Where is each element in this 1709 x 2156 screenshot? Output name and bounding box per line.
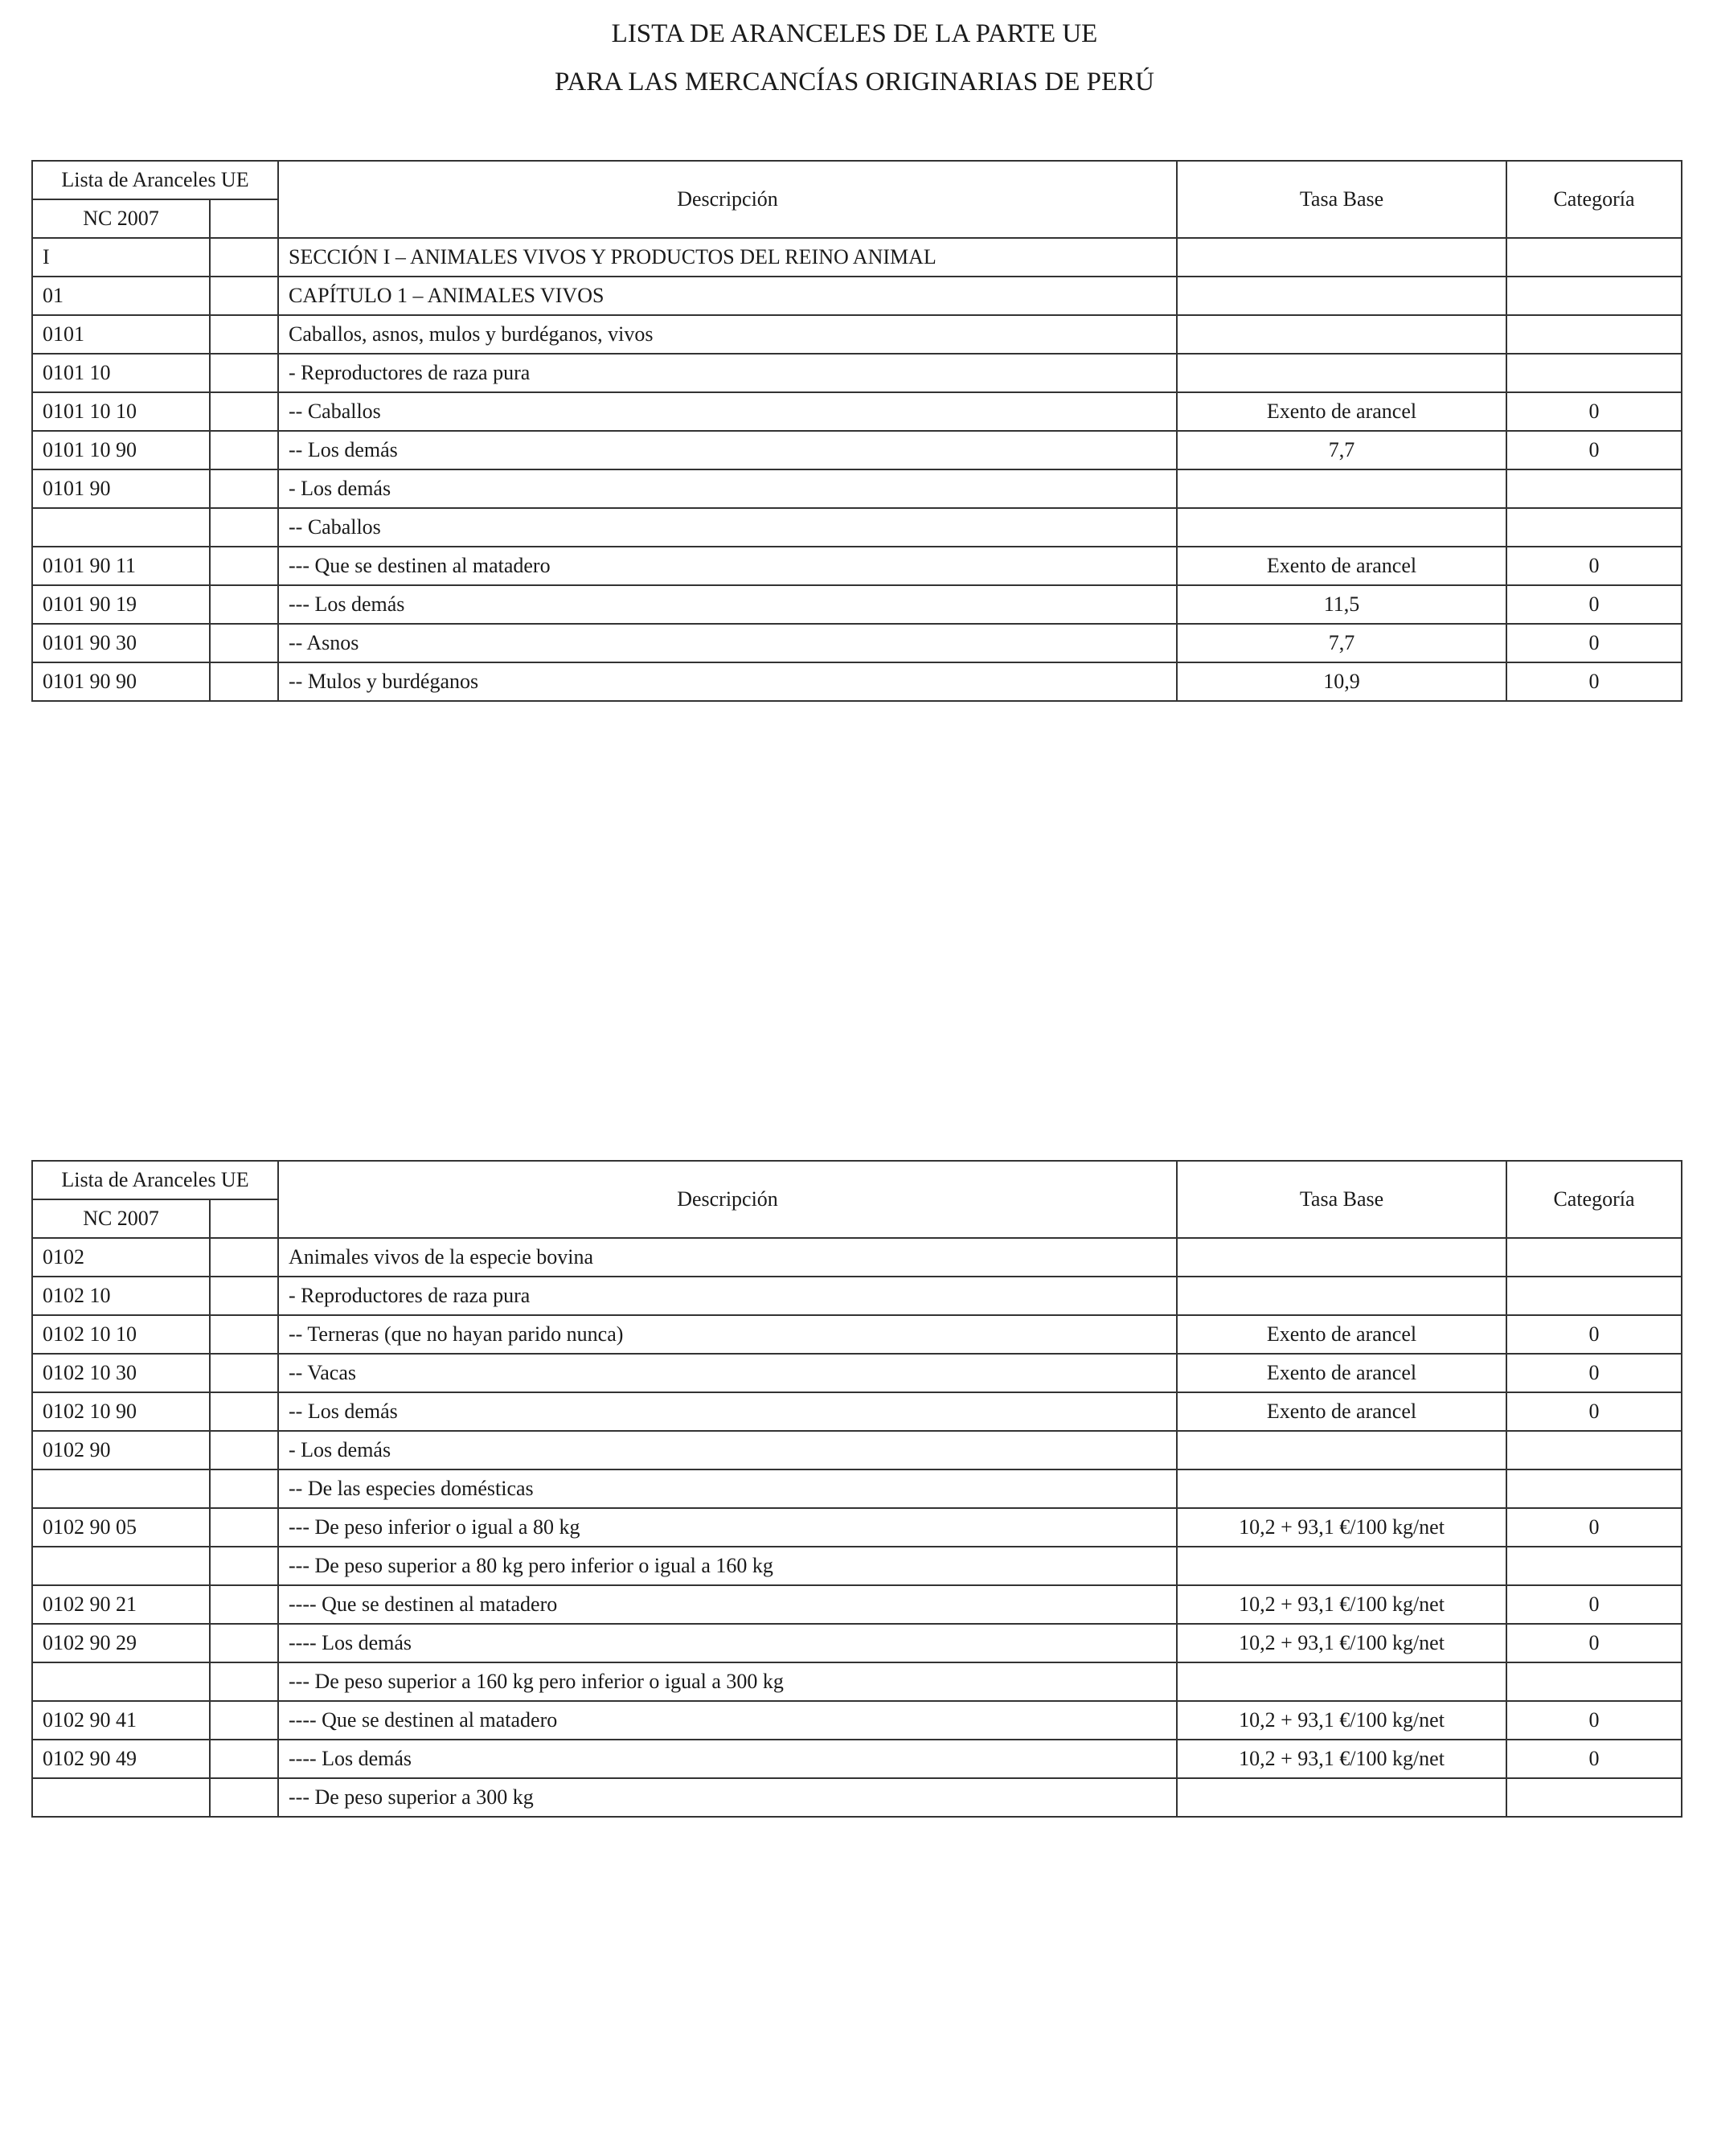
- description-cell: Caballos, asnos, mulos y burdéganos, vivos: [278, 315, 1177, 354]
- table-header-row: [32, 1161, 1682, 1199]
- spacer-cell: [210, 1701, 278, 1740]
- code-cell: 0102 90 21: [32, 1585, 210, 1624]
- header-tasa-base: Tasa Base: [1177, 161, 1506, 238]
- table-row: [32, 1469, 1682, 1508]
- description-cell: -- Terneras (que no hayan parido nunca): [278, 1315, 1177, 1354]
- table-row: [32, 624, 1682, 662]
- categoria-cell: 0: [1506, 1585, 1682, 1624]
- categoria-cell: [1506, 1469, 1682, 1508]
- categoria-cell: [1506, 1431, 1682, 1469]
- description-cell: --- De peso inferior o igual a 80 kg: [278, 1508, 1177, 1547]
- tasa-base-cell: 10,9: [1177, 662, 1506, 701]
- code-cell: 0102 90 41: [32, 1701, 210, 1740]
- table-header-row: [32, 161, 1682, 199]
- tasa-base-cell: [1177, 1778, 1506, 1817]
- spacer-cell: [210, 1778, 278, 1817]
- tariff-table-2: [31, 1160, 1682, 1818]
- tasa-base-cell: Exento de arancel: [1177, 547, 1506, 585]
- table-row: [32, 238, 1682, 277]
- code-cell: 0102 10 10: [32, 1315, 210, 1354]
- tasa-base-cell: [1177, 1238, 1506, 1277]
- tasa-base-cell: 7,7: [1177, 624, 1506, 662]
- categoria-cell: [1506, 1547, 1682, 1585]
- code-cell: [32, 1662, 210, 1701]
- categoria-cell: 0: [1506, 431, 1682, 469]
- description-cell: --- De peso superior a 80 kg pero inferior o igual a 160 kg: [278, 1547, 1177, 1585]
- description-cell: -- Caballos: [278, 508, 1177, 547]
- table-row: [32, 508, 1682, 547]
- code-cell: 0101 90: [32, 469, 210, 508]
- tasa-base-cell: [1177, 1547, 1506, 1585]
- spacer-cell: [210, 1277, 278, 1315]
- tasa-base-cell: Exento de arancel: [1177, 1315, 1506, 1354]
- description-cell: -- Asnos: [278, 624, 1177, 662]
- table-row: [32, 1392, 1682, 1431]
- description-cell: -- Los demás: [278, 1392, 1177, 1431]
- tariff-table-1: [31, 160, 1682, 702]
- header-nc-2007: NC 2007: [32, 1199, 210, 1238]
- tasa-base-cell: 10,2 + 93,1 €/100 kg/net: [1177, 1740, 1506, 1778]
- spacer-cell: [210, 354, 278, 392]
- spacer-cell: [210, 1469, 278, 1508]
- categoria-cell: 0: [1506, 547, 1682, 585]
- description-cell: - Reproductores de raza pura: [278, 1277, 1177, 1315]
- spacer-cell: [210, 662, 278, 701]
- header-categoria: Categoría: [1506, 1161, 1682, 1238]
- tasa-base-cell: [1177, 354, 1506, 392]
- tasa-base-cell: 10,2 + 93,1 €/100 kg/net: [1177, 1508, 1506, 1547]
- tasa-base-cell: [1177, 1662, 1506, 1701]
- header-descripcion: Descripción: [278, 161, 1177, 238]
- description-cell: - Los demás: [278, 469, 1177, 508]
- categoria-cell: [1506, 315, 1682, 354]
- tasa-base-cell: [1177, 1431, 1506, 1469]
- spacer-cell: [210, 1585, 278, 1624]
- description-cell: ---- Los demás: [278, 1624, 1177, 1662]
- categoria-cell: [1506, 469, 1682, 508]
- code-cell: I: [32, 238, 210, 277]
- spacer-cell: [210, 547, 278, 585]
- categoria-cell: 0: [1506, 624, 1682, 662]
- tasa-base-cell: [1177, 508, 1506, 547]
- spacer-cell: [210, 1392, 278, 1431]
- code-cell: [32, 1469, 210, 1508]
- description-cell: -- Vacas: [278, 1354, 1177, 1392]
- code-cell: 0101 90 30: [32, 624, 210, 662]
- categoria-cell: [1506, 1277, 1682, 1315]
- code-cell: 0101 10 90: [32, 431, 210, 469]
- table-row: [32, 1277, 1682, 1315]
- header-lista-aranceles: Lista de Aranceles UE: [32, 1161, 278, 1199]
- table-row: [32, 1238, 1682, 1277]
- tasa-base-cell: 11,5: [1177, 585, 1506, 624]
- code-cell: 01: [32, 277, 210, 315]
- spacer-cell: [210, 315, 278, 354]
- code-cell: 0101 90 11: [32, 547, 210, 585]
- code-cell: 0102 10: [32, 1277, 210, 1315]
- tasa-base-cell: 7,7: [1177, 431, 1506, 469]
- code-cell: 0102 10 90: [32, 1392, 210, 1431]
- categoria-cell: [1506, 508, 1682, 547]
- description-cell: -- De las especies domésticas: [278, 1469, 1177, 1508]
- header-nc-2007: NC 2007: [32, 199, 210, 238]
- spacer-cell: [210, 1662, 278, 1701]
- table-row: [32, 1354, 1682, 1392]
- tasa-base-cell: 10,2 + 93,1 €/100 kg/net: [1177, 1624, 1506, 1662]
- code-cell: 0101 10 10: [32, 392, 210, 431]
- table-row: [32, 315, 1682, 354]
- tasa-base-cell: [1177, 238, 1506, 277]
- table-row: [32, 547, 1682, 585]
- code-cell: 0102 90 05: [32, 1508, 210, 1547]
- table-row: [32, 662, 1682, 701]
- description-cell: -- Caballos: [278, 392, 1177, 431]
- tasa-base-cell: 10,2 + 93,1 €/100 kg/net: [1177, 1585, 1506, 1624]
- table-row: [32, 1624, 1682, 1662]
- header-tasa-base: Tasa Base: [1177, 1161, 1506, 1238]
- tasa-base-cell: [1177, 1277, 1506, 1315]
- code-cell: 0101 10: [32, 354, 210, 392]
- table-row: [32, 1508, 1682, 1547]
- categoria-cell: 0: [1506, 1508, 1682, 1547]
- tasa-base-cell: 10,2 + 93,1 €/100 kg/net: [1177, 1701, 1506, 1740]
- spacer-cell: [210, 392, 278, 431]
- code-cell: 0101 90 90: [32, 662, 210, 701]
- table-row: [32, 431, 1682, 469]
- table-row: [32, 354, 1682, 392]
- table-row: [32, 1662, 1682, 1701]
- tasa-base-cell: [1177, 469, 1506, 508]
- table-row: [32, 1315, 1682, 1354]
- description-cell: ---- Los demás: [278, 1740, 1177, 1778]
- tasa-base-cell: Exento de arancel: [1177, 392, 1506, 431]
- tasa-base-cell: [1177, 277, 1506, 315]
- spacer-cell: [210, 469, 278, 508]
- code-cell: 0102 90 29: [32, 1624, 210, 1662]
- description-cell: -- Los demás: [278, 431, 1177, 469]
- categoria-cell: 0: [1506, 1315, 1682, 1354]
- categoria-cell: 0: [1506, 1392, 1682, 1431]
- description-cell: --- De peso superior a 160 kg pero inferior o igual a 300 kg: [278, 1662, 1177, 1701]
- categoria-cell: [1506, 1778, 1682, 1817]
- tasa-base-cell: Exento de arancel: [1177, 1392, 1506, 1431]
- spacer-cell: [210, 1740, 278, 1778]
- code-cell: 0102 90: [32, 1431, 210, 1469]
- code-cell: [32, 1547, 210, 1585]
- categoria-cell: 0: [1506, 585, 1682, 624]
- table-row: [32, 1431, 1682, 1469]
- categoria-cell: [1506, 354, 1682, 392]
- code-cell: [32, 1778, 210, 1817]
- spacer-cell: [210, 1547, 278, 1585]
- header-lista-aranceles: Lista de Aranceles UE: [32, 161, 278, 199]
- spacer-cell: [210, 624, 278, 662]
- categoria-cell: 0: [1506, 662, 1682, 701]
- header-empty-cell: [210, 199, 278, 238]
- categoria-cell: [1506, 277, 1682, 315]
- description-cell: SECCIÓN I – ANIMALES VIVOS Y PRODUCTOS DEL REINO ANIMAL: [278, 238, 1177, 277]
- description-cell: - Reproductores de raza pura: [278, 354, 1177, 392]
- spacer-cell: [210, 431, 278, 469]
- tasa-base-cell: [1177, 1469, 1506, 1508]
- description-cell: --- Que se destinen al matadero: [278, 547, 1177, 585]
- code-cell: 0101 90 19: [32, 585, 210, 624]
- spacer-cell: [210, 238, 278, 277]
- spacer-cell: [210, 1624, 278, 1662]
- table-row: [32, 585, 1682, 624]
- table-row: [32, 469, 1682, 508]
- tasa-base-cell: Exento de arancel: [1177, 1354, 1506, 1392]
- spacer-cell: [210, 1238, 278, 1277]
- categoria-cell: 0: [1506, 1624, 1682, 1662]
- tasa-base-cell: [1177, 315, 1506, 354]
- table-row: [32, 277, 1682, 315]
- description-cell: -- Mulos y burdéganos: [278, 662, 1177, 701]
- spacer-cell: [210, 1354, 278, 1392]
- code-cell: [32, 508, 210, 547]
- categoria-cell: 0: [1506, 1354, 1682, 1392]
- description-cell: CAPÍTULO 1 – ANIMALES VIVOS: [278, 277, 1177, 315]
- table-row: [32, 1740, 1682, 1778]
- categoria-cell: [1506, 238, 1682, 277]
- description-cell: --- Los demás: [278, 585, 1177, 624]
- spacer-cell: [210, 1315, 278, 1354]
- description-cell: - Los demás: [278, 1431, 1177, 1469]
- code-cell: 0102: [32, 1238, 210, 1277]
- document-title-line2: PARA LAS MERCANCÍAS ORIGINARIAS DE PERÚ: [555, 68, 1154, 96]
- description-cell: Animales vivos de la especie bovina: [278, 1238, 1177, 1277]
- table-row: [32, 1701, 1682, 1740]
- description-cell: --- De peso superior a 300 kg: [278, 1778, 1177, 1817]
- code-cell: 0101: [32, 315, 210, 354]
- code-cell: 0102 10 30: [32, 1354, 210, 1392]
- header-empty-cell: [210, 1199, 278, 1238]
- table-row: [32, 1778, 1682, 1817]
- description-cell: ---- Que se destinen al matadero: [278, 1701, 1177, 1740]
- categoria-cell: 0: [1506, 1701, 1682, 1740]
- code-cell: 0102 90 49: [32, 1740, 210, 1778]
- spacer-cell: [210, 1431, 278, 1469]
- description-cell: ---- Que se destinen al matadero: [278, 1585, 1177, 1624]
- table-row: [32, 1585, 1682, 1624]
- header-categoria: Categoría: [1506, 161, 1682, 238]
- header-descripcion: Descripción: [278, 1161, 1177, 1238]
- categoria-cell: 0: [1506, 392, 1682, 431]
- table-row: [32, 392, 1682, 431]
- spacer-cell: [210, 1508, 278, 1547]
- categoria-cell: [1506, 1662, 1682, 1701]
- categoria-cell: [1506, 1238, 1682, 1277]
- spacer-cell: [210, 277, 278, 315]
- table-row: [32, 1547, 1682, 1585]
- categoria-cell: 0: [1506, 1740, 1682, 1778]
- spacer-cell: [210, 585, 278, 624]
- document-title-line1: LISTA DE ARANCELES DE LA PARTE UE: [611, 19, 1098, 48]
- spacer-cell: [210, 508, 278, 547]
